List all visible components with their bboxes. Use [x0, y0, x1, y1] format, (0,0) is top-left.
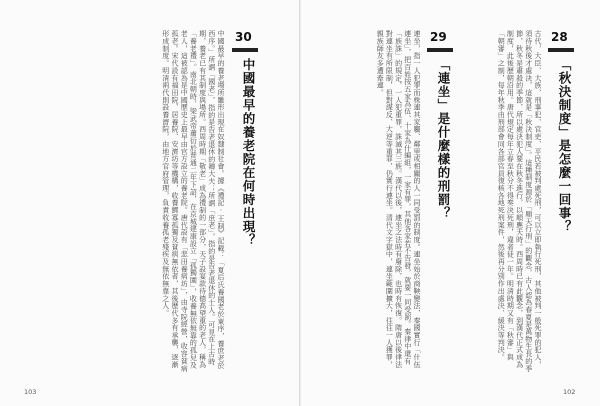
title-divider [427, 48, 453, 52]
section-body: 連坐，指一人犯罪而株連其家屬、鄰里或相關的人一同受罰的制度。連坐始於商鞅變法，秦國實行「什伍連坐」，把百姓按五家為伍、十家為什編組，一家有罪，其他各家若不告發，就要一同受罰。秦律中還有「族誅」的規定，一人犯重罪，誅滅其三族。漢代以後，連坐之法時有廢除，也時有恢復。隋唐以後律法對連坐有所限制，但對謀反、大逆等重罪，仍實行連坐。清代文字獄中，連坐範圍擴大，往往一人獲罪，親族師友多遭牽連。 [376, 30, 421, 369]
page-number: 103 [24, 388, 37, 396]
title-divider [548, 48, 574, 52]
section-number: 28 [551, 30, 568, 44]
section-body: 中國最早的養老場所雛形出現在奴隸制社會。據《禮記·王制》記載：「夏后氏養國老於東序，養庶老於西序。」所謂「國老」，指的是告老退休的卿大夫；所謂「庶老」，指的是告老退休的士人。可見在上古時期，養老已有其制度與場所。西周時期「敬老」成為禮制的一部分，天子設宴款待德高望重的老人，稱為「養老禮」。南北朝時，梁武帝蕭衍於普通二年下詔，在京城建康設立「孤獨園」，收養無依無靠的孤兒及老人，這被認為是中國歷史上最早由官方設立的養老院。唐代設有「悲田養病坊」，由寺院經營，收容貧病孤老。宋代設有福田院、居養院、安濟坊等機構，收養鰥寡孤獨及貧病無依者，其後歷代多有承襲，逐漸形成制度。明清兩代則設養濟院，由地方官府管理，負責收養孤老殘疾及無依無靠之人。 [161, 30, 225, 372]
left-page [0, 0, 299, 406]
right-page [301, 0, 600, 406]
section-number: 29 [430, 30, 447, 44]
title-divider [232, 48, 258, 52]
section-body: 古代，大臣、大族、刑事犯、官吏、平民若被判處死刑，可以立即執行死刑，其他被判一般死罪的犯人，須待秋後才處決，這就是「秋決制度」。這種制度源於「順天行刑」的觀念，古人認為春夏是萬物生長的季節，秋冬是肅殺的季節，所以處決犯人要在秋冬進行，以順應天時。西周時已有此觀念，到漢代正式成為制度，此後歷朝沿用。唐代規定每年立春至秋分不得奏決死刑，違者徒一年。明清時期又有「秋審」與「朝審」之制，每年秋季由刑部會同各部官員復核各地死刑案件，然後再分別作出處決、緩決等判決。 [497, 30, 542, 372]
section-title: 中國最早的養老院在何時出現？ [241, 58, 256, 247]
page-number: 102 [563, 388, 576, 396]
section-number: 30 [235, 30, 252, 44]
section-title: 「連坐」是什麼樣的刑罰？ [436, 58, 451, 220]
section-title: 「秋決制度」是怎麼一回事？ [557, 58, 572, 234]
